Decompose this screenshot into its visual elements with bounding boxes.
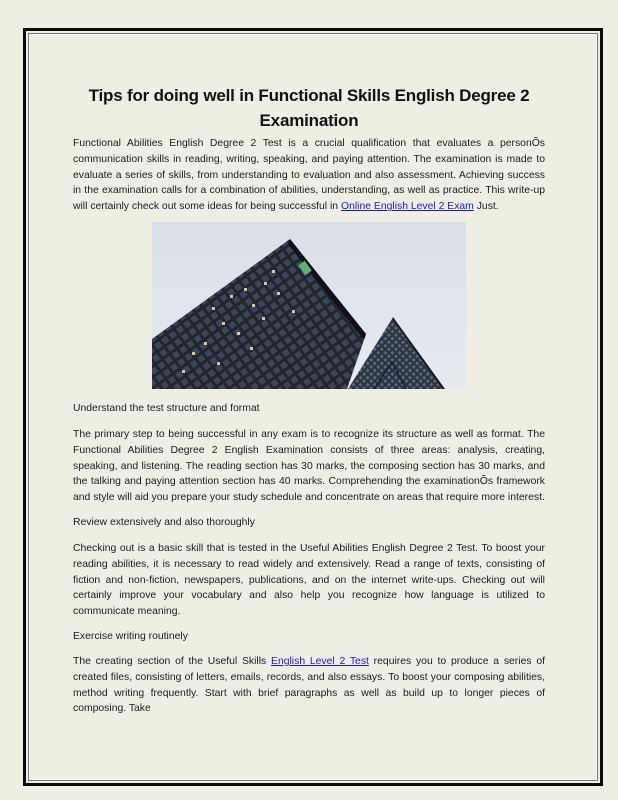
section-heading-writing: Exercise writing routinely — [73, 631, 188, 642]
skyscraper-image — [152, 222, 466, 389]
intro-paragraph — [73, 136, 545, 215]
skyscraper-illustration — [152, 222, 466, 389]
intro-text: Functional Abilities English Degree 2 Test is a crucial qualification that evaluates a personÕs communication skills in reading, writing, speaking, and paying attention. The examination is made to evaluate a series of skills, from understanding to evaluation and also assessment. Achieving success in the examination calls for a combination of abilities, understanding, as well as practice. This write-up will certainly check out some ideas for being successful in — [73, 138, 545, 213]
section-body-review: Checking out is a basic skill that is tested in the Useful Abilities English Degree 2 Test. To boost your reading abilities, it is necessary to read widely and extensively. Read a range of texts, consisting of fiction and non-fiction, newspapers, publications, and on the internet write-ups. Checking out will certainly improve your vocabulary and also help you recognize how language is utilized to communicate meaning. — [73, 543, 545, 618]
section-body-writing — [73, 654, 545, 717]
section-heading-review: Review extensively and also thoroughly — [73, 517, 255, 528]
english-level-2-test-link[interactable]: English Level 2 Test — [271, 656, 369, 667]
section-heading-structure: Understand the test structure and format — [73, 403, 260, 414]
intro-text-end: Just. — [473, 201, 499, 213]
online-english-level-2-exam-link[interactable]: Online English Level 2 Exam — [340, 201, 474, 213]
writing-text-end: requires you to produce a series of created files, consisting of letters, emails, records, and also essays. To boost your composing abilities, method writing frequently. Start with brief paragraphs as well as build up to longer pieces of composing. Take — [73, 656, 545, 715]
section-body-structure: The primary step to being successful in any exam is to recognize its structure as well as format. The Functional Abilities Degree 2 English Examination consists of three areas: analysis, creating, speaking, and listening. The reading section has 30 marks, the composing section has 30 marks, and the talking and paying attention section has 40 marks. Comprehending the examinationÕs framework and style will aid you prepare your study schedule and concentrate on areas that require more interest. — [73, 429, 545, 504]
writing-text: The creating section of the Useful Skills — [73, 656, 272, 667]
document-title: Tips for doing well in Functional Skills English Degree 2 Examination — [88, 86, 530, 131]
